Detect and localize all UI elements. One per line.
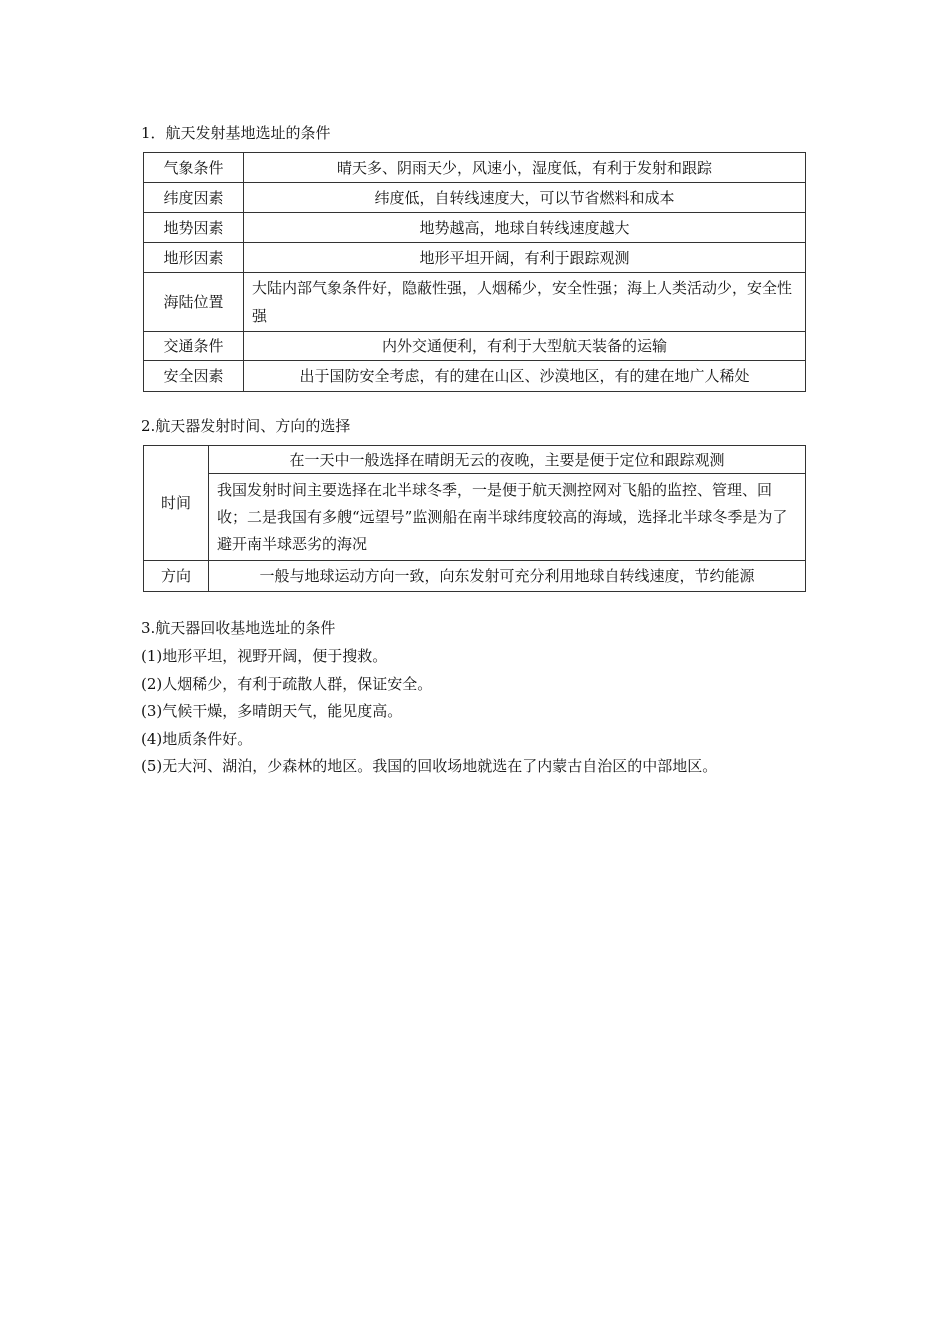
recovery-conditions-list — [141, 643, 717, 781]
table-row — [144, 474, 806, 561]
section3-heading: 3.航天器回收基地选址的条件 — [141, 619, 336, 637]
time-row-2: 我国发射时间主要选择在北半球冬季，一是便于航天测控网对飞船的监控、管理、回收；二是我国有多艘“远望号”监测船在南半球纬度较高的海域，选择北半球冬季是为了避开南半球恶劣的海况 — [209, 474, 806, 561]
row-key: 纬度因素 — [144, 183, 244, 213]
row-value: 出于国防安全考虑，有的建在山区、沙漠地区，有的建在地广人稀处 — [244, 361, 806, 392]
row-key: 交通条件 — [144, 332, 244, 361]
table-row — [144, 332, 806, 361]
row-value: 晴天多、阴雨天少，风速小，湿度低，有利于发射和跟踪 — [244, 153, 806, 183]
table-row — [144, 561, 806, 592]
table-row — [144, 213, 806, 243]
launch-site-conditions-table — [143, 152, 806, 392]
direction-label: 方向 — [144, 561, 209, 592]
row-key: 地势因素 — [144, 213, 244, 243]
row-value: 地形平坦开阔，有利于跟踪观测 — [244, 243, 806, 273]
row-value: 地势越高，地球自转线速度越大 — [244, 213, 806, 243]
list-item: (1)地形平坦，视野开阔，便于搜救。 — [141, 647, 388, 665]
list-item: (2)人烟稀少，有利于疏散人群，保证安全。 — [141, 674, 433, 693]
row-key: 安全因素 — [144, 361, 244, 392]
section1-heading: 1．航天发射基地选址的条件 — [141, 124, 331, 142]
row-key: 气象条件 — [144, 153, 244, 183]
table-row — [144, 446, 806, 474]
time-row-1: 在一天中一般选择在晴朗无云的夜晚，主要是便于定位和跟踪观测 — [209, 446, 806, 474]
row-value: 纬度低，自转线速度大，可以节省燃料和成本 — [244, 183, 806, 213]
list-item: (4)地质条件好。 — [141, 729, 253, 748]
table-row — [144, 153, 806, 183]
row-value: 大陆内部气象条件好，隐蔽性强，人烟稀少，安全性强；海上人类活动少，安全性强 — [244, 273, 806, 332]
row-value: 内外交通便利，有利于大型航天装备的运输 — [244, 332, 806, 361]
table-row — [144, 361, 806, 392]
section2-heading: 2.航天器发射时间、方向的选择 — [141, 417, 351, 435]
time-label: 时间 — [144, 446, 209, 561]
launch-time-direction-table — [143, 445, 806, 592]
direction-value: 一般与地球运动方向一致，向东发射可充分利用地球自转线速度，节约能源 — [209, 561, 806, 592]
row-key: 地形因素 — [144, 243, 244, 273]
list-item: (3)气候干燥，多晴朗天气，能见度高。 — [141, 702, 403, 720]
table-row — [144, 183, 806, 213]
table-row — [144, 243, 806, 273]
list-item: (5)无大河、湖泊，少森林的地区。我国的回收场地就选在了内蒙古自治区的中部地区。 — [141, 757, 718, 775]
table-row — [144, 273, 806, 332]
row-key: 海陆位置 — [144, 273, 244, 332]
